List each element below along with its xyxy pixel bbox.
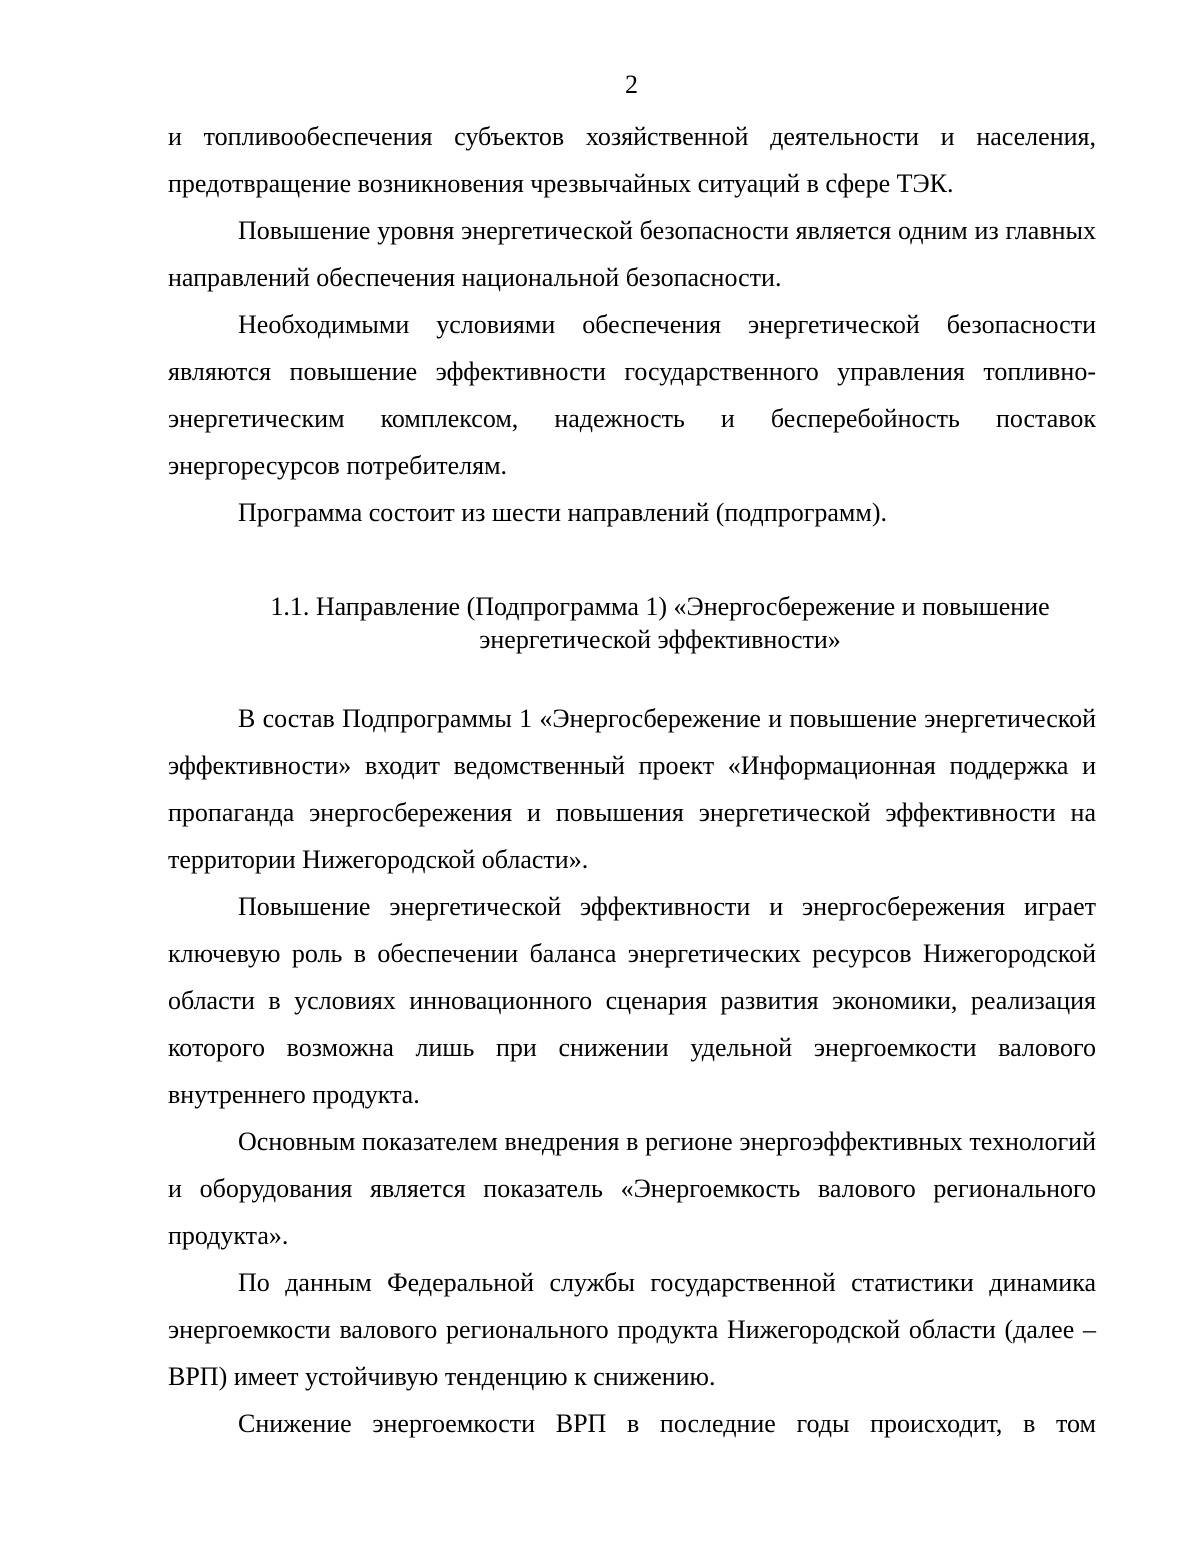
paragraph: Программа состоит из шести направлений (подпрограмм). [238, 498, 887, 527]
paragraph: Повышение энергетической эффективности и энергосбережения играет ключевую роль в обеспечении баланса энергетических ресурсов Нижегородской области в условиях инновационного сценария развития экономики, реализация которого возможна лишь при снижении удельной энергоемкости валового внутреннего продукта. [168, 892, 1096, 1109]
paragraph: Необходимыми условиями обеспечения энергетической безопасности являются повышение эффективности государственного управления топливно-энергетическим комплексом, надежность и бесперебойность поставок энергоресурсов потребителям. [168, 310, 1096, 480]
page-number: 2 [625, 70, 638, 99]
paragraph-truncated: Снижение энергоемкости ВРП в последние годы происходит, в том [238, 1409, 1096, 1438]
paragraph: Повышение уровня энергетической безопасности является одним из главных направлений обеспечения национальной безопасности. [168, 216, 1096, 292]
body-text-top [168, 113, 1096, 536]
paragraph: В состав Подпрограммы 1 «Энергосбережение и повышение энергетической эффективности» входит ведомственный проект «Информационная поддержка и пропаганда энергосбережения и повышения энергетической эффективности на территории Нижегородской области». [168, 704, 1096, 874]
section-heading: 1.1. Направление (Подпрограмма 1) «Энергосбережение и повышение энергетической эффективности» [270, 592, 1050, 654]
paragraph: Основным показателем внедрения в регионе энергоэффективных технологий и оборудования является показатель «Энергоемкость валового регионального продукта». [168, 1127, 1096, 1250]
body-text-bottom [168, 695, 1096, 1447]
paragraph-continuation: и топливообеспечения субъектов хозяйственной деятельности и населения, предотвращение возникновения чрезвычайных ситуаций в сфере ТЭК. [168, 122, 1096, 198]
paragraph: По данным Федеральной службы государственной статистики динамика энергоемкости валового регионального продукта Нижегородской области (далее – ВРП) имеет устойчивую тенденцию к снижению. [168, 1268, 1096, 1391]
